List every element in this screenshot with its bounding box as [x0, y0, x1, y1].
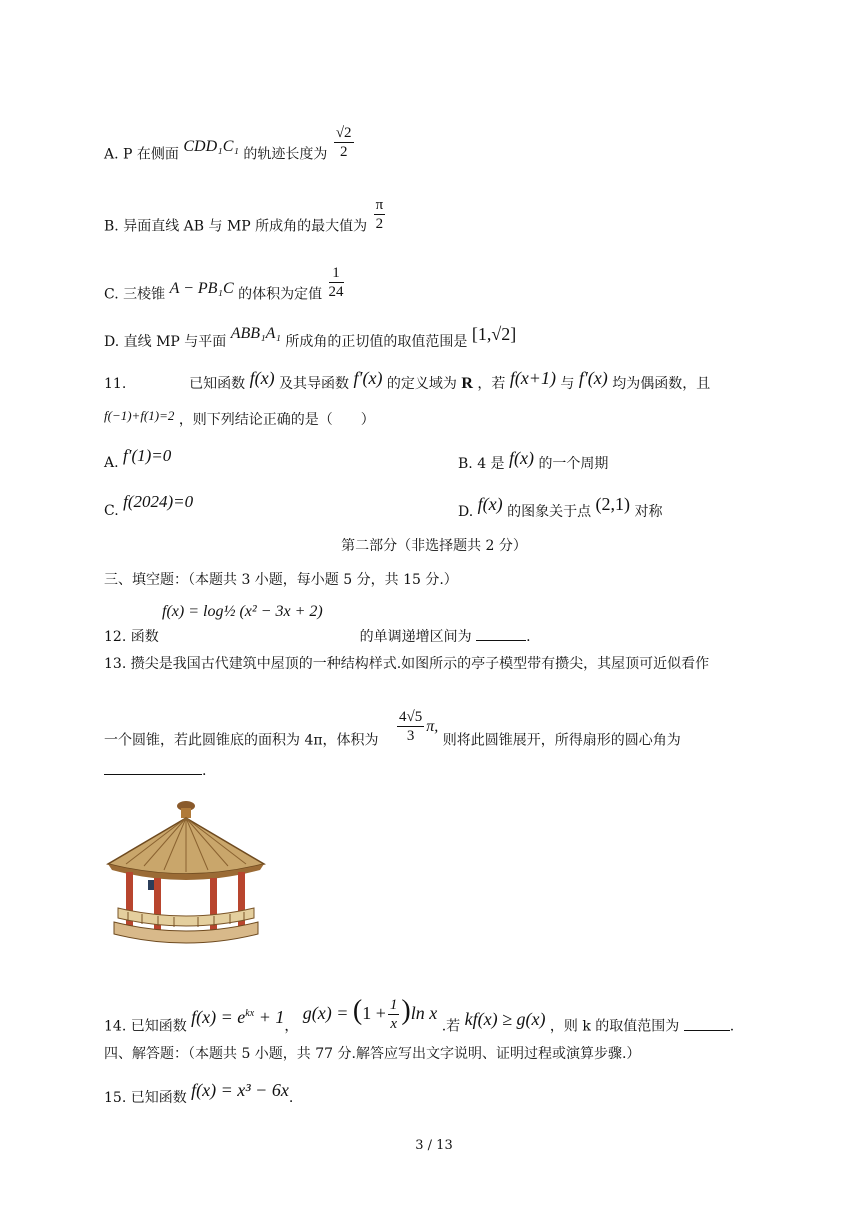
option-10b — [104, 197, 387, 245]
option-10d — [104, 324, 517, 352]
option-11d — [458, 494, 663, 522]
fraction-denominator: 2 — [339, 144, 348, 160]
question-13-line2 — [104, 709, 681, 759]
math-expr: [1,√2] — [471, 324, 517, 344]
option-label: A. — [104, 455, 119, 471]
option-11b — [458, 448, 609, 474]
question-number: 11. — [104, 376, 127, 392]
fraction-denominator: 24 — [328, 284, 344, 300]
math-expr: R — [461, 375, 473, 392]
math-exponent: kx — [245, 1007, 255, 1019]
question-text: 的定义域为 — [386, 376, 457, 392]
fraction — [374, 196, 386, 233]
math-expr: f(−1)+f(1)=2 — [104, 408, 175, 423]
question-11-line1 — [104, 368, 711, 394]
math-expr: f(x) = e — [191, 1006, 246, 1027]
question-text: 及其导函数 — [279, 376, 350, 392]
solve-section-header: 四、解答题：（本题共 5 小题，共 77 分.解答应写出文字说明、证明过程或演算步骤.） — [104, 1046, 641, 1062]
fraction — [329, 264, 344, 301]
option-10a — [104, 125, 356, 173]
punctuation: . — [288, 1090, 294, 1106]
punctuation: . — [729, 1018, 735, 1035]
question-text: 一个圆锥，若此圆锥底的面积为 4π，体积为 — [104, 732, 379, 749]
question-11-line2 — [104, 410, 375, 430]
question-text: 已知函数 — [189, 376, 246, 392]
fraction — [397, 708, 424, 745]
punctuation: ， — [284, 1018, 299, 1035]
math-expr: A − PB₁C — [169, 279, 234, 297]
question-text: 则将此圆锥展开，所得扇形的圆心角为 — [442, 732, 681, 749]
fraction-numerator: 4√5 — [399, 709, 423, 725]
question-13-line3 — [104, 760, 206, 781]
punctuation: . — [526, 629, 531, 645]
question-text: ，则 k 的取值范围为 — [549, 1018, 680, 1035]
option-text: 的一个周期 — [538, 456, 609, 472]
math-expr: ABB₁A₁ — [230, 325, 281, 342]
question-text: 15. 已知函数 — [104, 1090, 187, 1106]
math-expr: f′(1)=0 — [123, 446, 172, 465]
math-expr: f(x) — [477, 494, 503, 514]
question-text: 与 — [560, 376, 575, 392]
math-expr: f′(x) — [578, 368, 608, 388]
math-expr: f(2024)=0 — [123, 492, 194, 511]
fraction — [334, 124, 354, 161]
pavilion-illustration — [104, 800, 266, 952]
fraction-denominator: 2 — [375, 216, 384, 232]
math-expr: (2,1) — [595, 494, 631, 514]
option-text: 所成角的正切值的取值范围是 — [285, 334, 468, 350]
answer-blank[interactable] — [684, 1016, 730, 1031]
math-expr: kf(x) ≥ g(x) — [464, 1008, 546, 1029]
option-label: C. — [104, 286, 119, 303]
math-expr: + 1 — [254, 1006, 285, 1027]
section-title: 第二部分（非选择题共 2 分） — [341, 538, 527, 554]
question-text: .若 — [441, 1018, 461, 1035]
punctuation: . — [202, 763, 207, 779]
fraction-numerator: π — [375, 197, 384, 213]
question-text: 14. 已知函数 — [104, 1018, 187, 1035]
math-expr: f′(x) — [353, 368, 383, 388]
math-expr: CDD₁C₁ — [183, 137, 239, 155]
option-text: 三棱锥 — [123, 286, 166, 303]
math-expr: f(x) — [509, 448, 534, 468]
answer-blank[interactable] — [104, 760, 202, 775]
option-label: B. — [104, 218, 119, 235]
page-number: 3 / 13 — [415, 1138, 453, 1153]
fraction — [388, 996, 400, 1033]
math-expr: ln x — [410, 1002, 438, 1023]
option-label: C. — [104, 503, 119, 519]
math-expr: f(x) = log½ (x² − 3x + 2) — [162, 603, 323, 620]
question-12 — [104, 626, 531, 647]
fraction-numerator: 1 — [389, 997, 398, 1013]
option-text: 的图象关于点 — [507, 504, 592, 520]
option-text: 的轨迹长度为 — [243, 146, 328, 163]
option-11a — [104, 446, 172, 473]
question-13-line1: 13. 攒尖是我国古代建筑中屋顶的一种结构样式.如图所示的亭子模型带有攒尖，其屋顶可近似看作 — [104, 656, 710, 672]
math-expr: f(x) = x³ − 6x — [191, 1080, 289, 1100]
fraction-numerator: 1 — [329, 264, 344, 283]
option-text: 异面直线 AB 与 MP 所成角的最大值为 — [123, 218, 368, 235]
option-text: P 在侧面 — [123, 146, 179, 163]
question-text: ，若 — [477, 376, 506, 392]
option-11c — [104, 492, 194, 521]
option-label: D. — [458, 504, 474, 520]
option-10c — [104, 265, 346, 313]
fraction-denominator: x — [390, 1016, 397, 1032]
fill-section-header: 三、填空题：（本题共 3 小题，每小题 5 分，共 15 分.） — [104, 572, 458, 588]
option-text: 直线 MP 与平面 — [123, 334, 227, 350]
option-label: D. — [104, 334, 120, 350]
answer-blank[interactable] — [476, 626, 526, 641]
math-expr: π, — [426, 717, 439, 735]
math-expr: f(x+1) — [509, 368, 556, 388]
option-text: 对称 — [634, 504, 663, 520]
math-g-function: g(x) = (1 + $\frac{1}{x}$ )ln x — [302, 994, 438, 1032]
question-14 — [104, 994, 735, 1045]
question-text: 的单调递增区间为 — [359, 629, 472, 645]
question-text: 12. 函数 — [104, 629, 159, 645]
railing — [118, 908, 254, 926]
fraction-numerator: √2 — [335, 125, 352, 141]
finial-body — [181, 808, 191, 818]
fraction-denominator: 3 — [406, 728, 415, 744]
question-text: 均为偶函数，且 — [612, 376, 711, 392]
option-text: 的体积为定值 — [238, 286, 323, 303]
option-label: A. — [104, 146, 119, 163]
math-expr: 1 + — [362, 1002, 386, 1023]
math-expr: g(x) = — [302, 1002, 353, 1023]
math-expr: f(x) — [249, 368, 275, 388]
question-12-formula — [162, 602, 323, 622]
option-label: B. 4 是 — [458, 456, 505, 472]
question-text: ，则下列结论正确的是（ ） — [178, 412, 375, 428]
lantern — [148, 880, 154, 890]
question-15 — [104, 1080, 294, 1108]
